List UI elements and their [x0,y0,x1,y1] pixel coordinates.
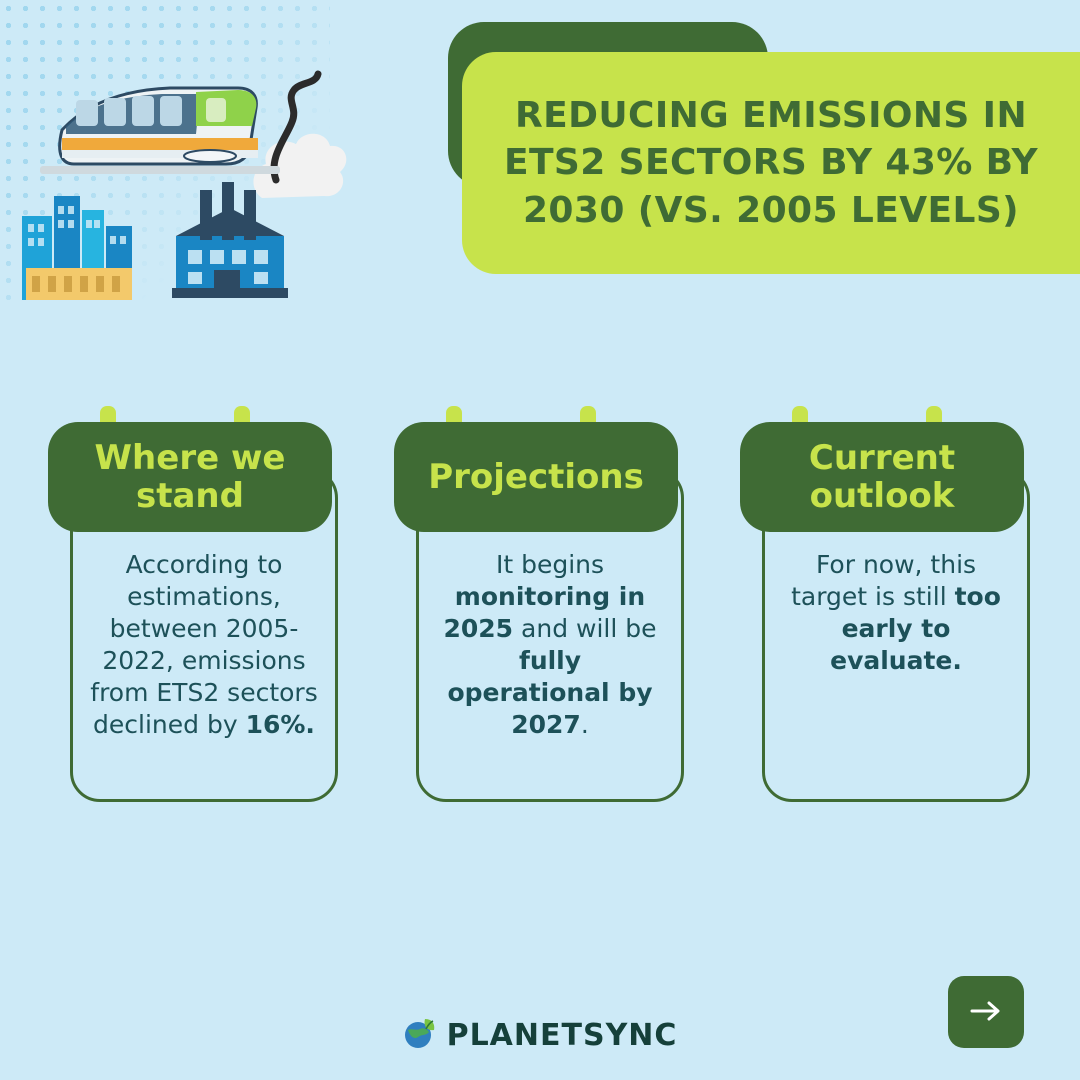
arrow-right-icon [969,999,1003,1026]
factory-icon [172,182,288,298]
header-illustration [0,30,400,300]
card-header [740,422,1024,532]
page-title: REDUCING EMISSIONS IN ETS2 SECTORS BY 43% BY 2030 (VS. 2005 LEVELS) [503,94,1039,231]
brand-name: PLANETSYNC [446,1017,678,1053]
globe-leaf-icon [403,1016,437,1054]
city-skyline-icon [22,196,132,300]
train-icon [40,88,280,174]
smoke-icon [253,74,346,198]
card-body-text: It begins monitoring in 2025 and will be fully operational by 2027. [443,550,657,739]
card-heading: Current outlook [808,437,956,516]
next-button[interactable] [948,976,1024,1048]
card-body-text: For now, this target is still too early to evaluate. [791,550,1001,675]
card-where-we-stand [48,406,340,806]
card-header [48,422,332,532]
cards-row [48,406,1032,816]
card-heading: Where we stand [94,437,286,516]
card-current-outlook [740,406,1032,806]
card-heading: Projections [428,456,644,497]
footer-brand [0,1016,1080,1054]
card-projections [394,406,686,806]
title-card [462,52,1080,274]
card-header [394,422,678,532]
card-body-text: According to estimations, between 2005-2022, emissions from ETS2 sectors declined by 16%. [90,550,318,739]
